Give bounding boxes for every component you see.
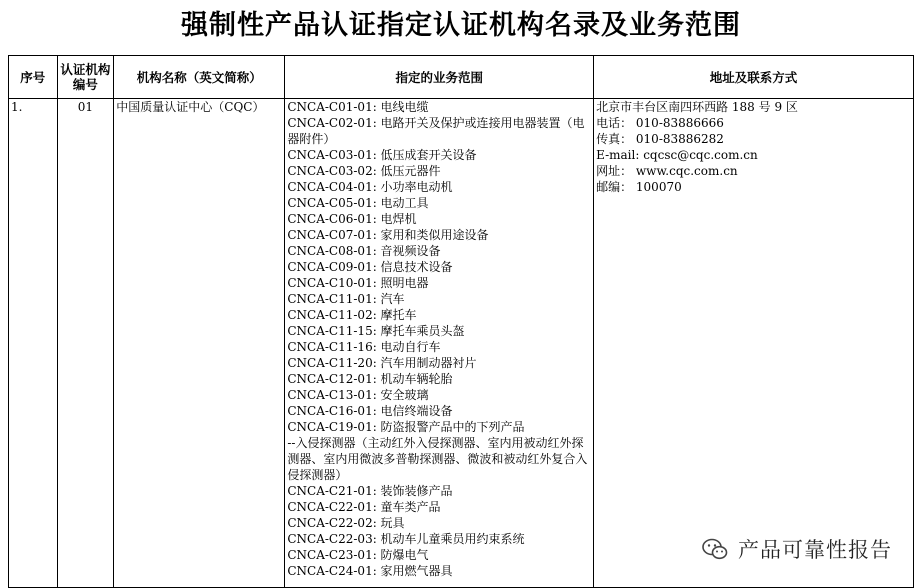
scope-item: CNCA-C11-01: 汽车: [287, 292, 405, 306]
scope-item: CNCA-C19-01: 防盗报警产品中的下列产品: [287, 420, 525, 434]
scope-item: CNCA-C10-01: 照明电器: [287, 276, 429, 290]
scope-item: CNCA-C04-01: 小功率电动机: [287, 180, 453, 194]
scope-item: CNCA-C01-01: 电线电缆: [287, 100, 429, 114]
address-line: 北京市丰台区南四环西路 188 号 9 区: [596, 100, 798, 114]
scope-item: CNCA-C07-01: 家用和类似用途设备: [287, 228, 489, 242]
scope-item: CNCA-C09-01: 信息技术设备: [287, 260, 453, 274]
scope-item: CNCA-C06-01: 电焊机: [287, 212, 417, 226]
scope-item: CNCA-C16-01: 电信终端设备: [287, 404, 453, 418]
scope-item: CNCA-C12-01: 机动车辆轮胎: [287, 372, 453, 386]
scope-item: CNCA-C11-16: 电动自行车: [287, 340, 441, 354]
website-line: 网址： www.cqc.com.cn: [596, 164, 738, 178]
scope-item: CNCA-C11-15: 摩托车乘员头盔: [287, 324, 465, 338]
scope-item: CNCA-C13-01: 安全玻璃: [287, 388, 429, 402]
scope-item: CNCA-C22-02: 玩具: [287, 516, 405, 530]
scope-item: CNCA-C02-01: 电路开关及保护或连接用电器装置（电器附件）: [287, 116, 585, 146]
scope-item: CNCA-C21-01: 装饰装修产品: [287, 484, 453, 498]
header-name: 机构名称（英文简称）: [114, 56, 285, 99]
cell-scope: [285, 99, 594, 588]
scope-item: CNCA-C08-01: 音视频设备: [287, 244, 441, 258]
cell-address: [594, 99, 914, 588]
scope-item: CNCA-C03-02: 低压元器件: [287, 164, 441, 178]
page-title: 强制性产品认证指定认证机构名录及业务范围: [181, 10, 741, 41]
email-line: E-mail: cqcsc@cqc.com.cn: [596, 148, 758, 162]
scope-item: CNCA-C24-01: 家用燃气器具: [287, 564, 453, 578]
scope-item: CNCA-C23-01: 防爆电气: [287, 548, 429, 562]
wechat-icon: [700, 534, 730, 564]
scope-item: CNCA-C11-20: 汽车用制动器衬片: [287, 356, 477, 370]
header-code: 认证机构编号: [57, 56, 114, 99]
postcode-line: 邮编： 100070: [596, 180, 682, 194]
certification-registry-table: [8, 55, 914, 588]
fax-line: 传真： 010-83886282: [596, 132, 724, 146]
header-seq: 序号: [9, 56, 58, 99]
cell-code: 01: [57, 99, 114, 588]
scope-item-subproducts: --入侵探测器（主动红外入侵探测器、室内用被动红外探测器、室内用微波多普勒探测器、微波和被动红外复合入侵探测器）: [287, 436, 588, 482]
phone-line: 电话： 010-83886666: [596, 116, 724, 130]
watermark: [696, 530, 896, 568]
scope-item: CNCA-C22-03: 机动车儿童乘员用约束系统: [287, 532, 525, 546]
scope-item: CNCA-C22-01: 童车类产品: [287, 500, 441, 514]
header-scope: 指定的业务范围: [285, 56, 594, 99]
scope-item: CNCA-C05-01: 电动工具: [287, 196, 429, 210]
watermark-text: 产品可靠性报告: [738, 538, 892, 562]
table-row: [9, 99, 914, 588]
scope-item: CNCA-C03-01: 低压成套开关设备: [287, 148, 477, 162]
cell-org-name: 中国质量认证中心（CQC）: [114, 99, 285, 588]
table-header-row: [9, 56, 914, 99]
header-address: 地址及联系方式: [594, 56, 914, 99]
cell-seq: 1.: [9, 99, 58, 588]
scope-item: CNCA-C11-02: 摩托车: [287, 308, 417, 322]
